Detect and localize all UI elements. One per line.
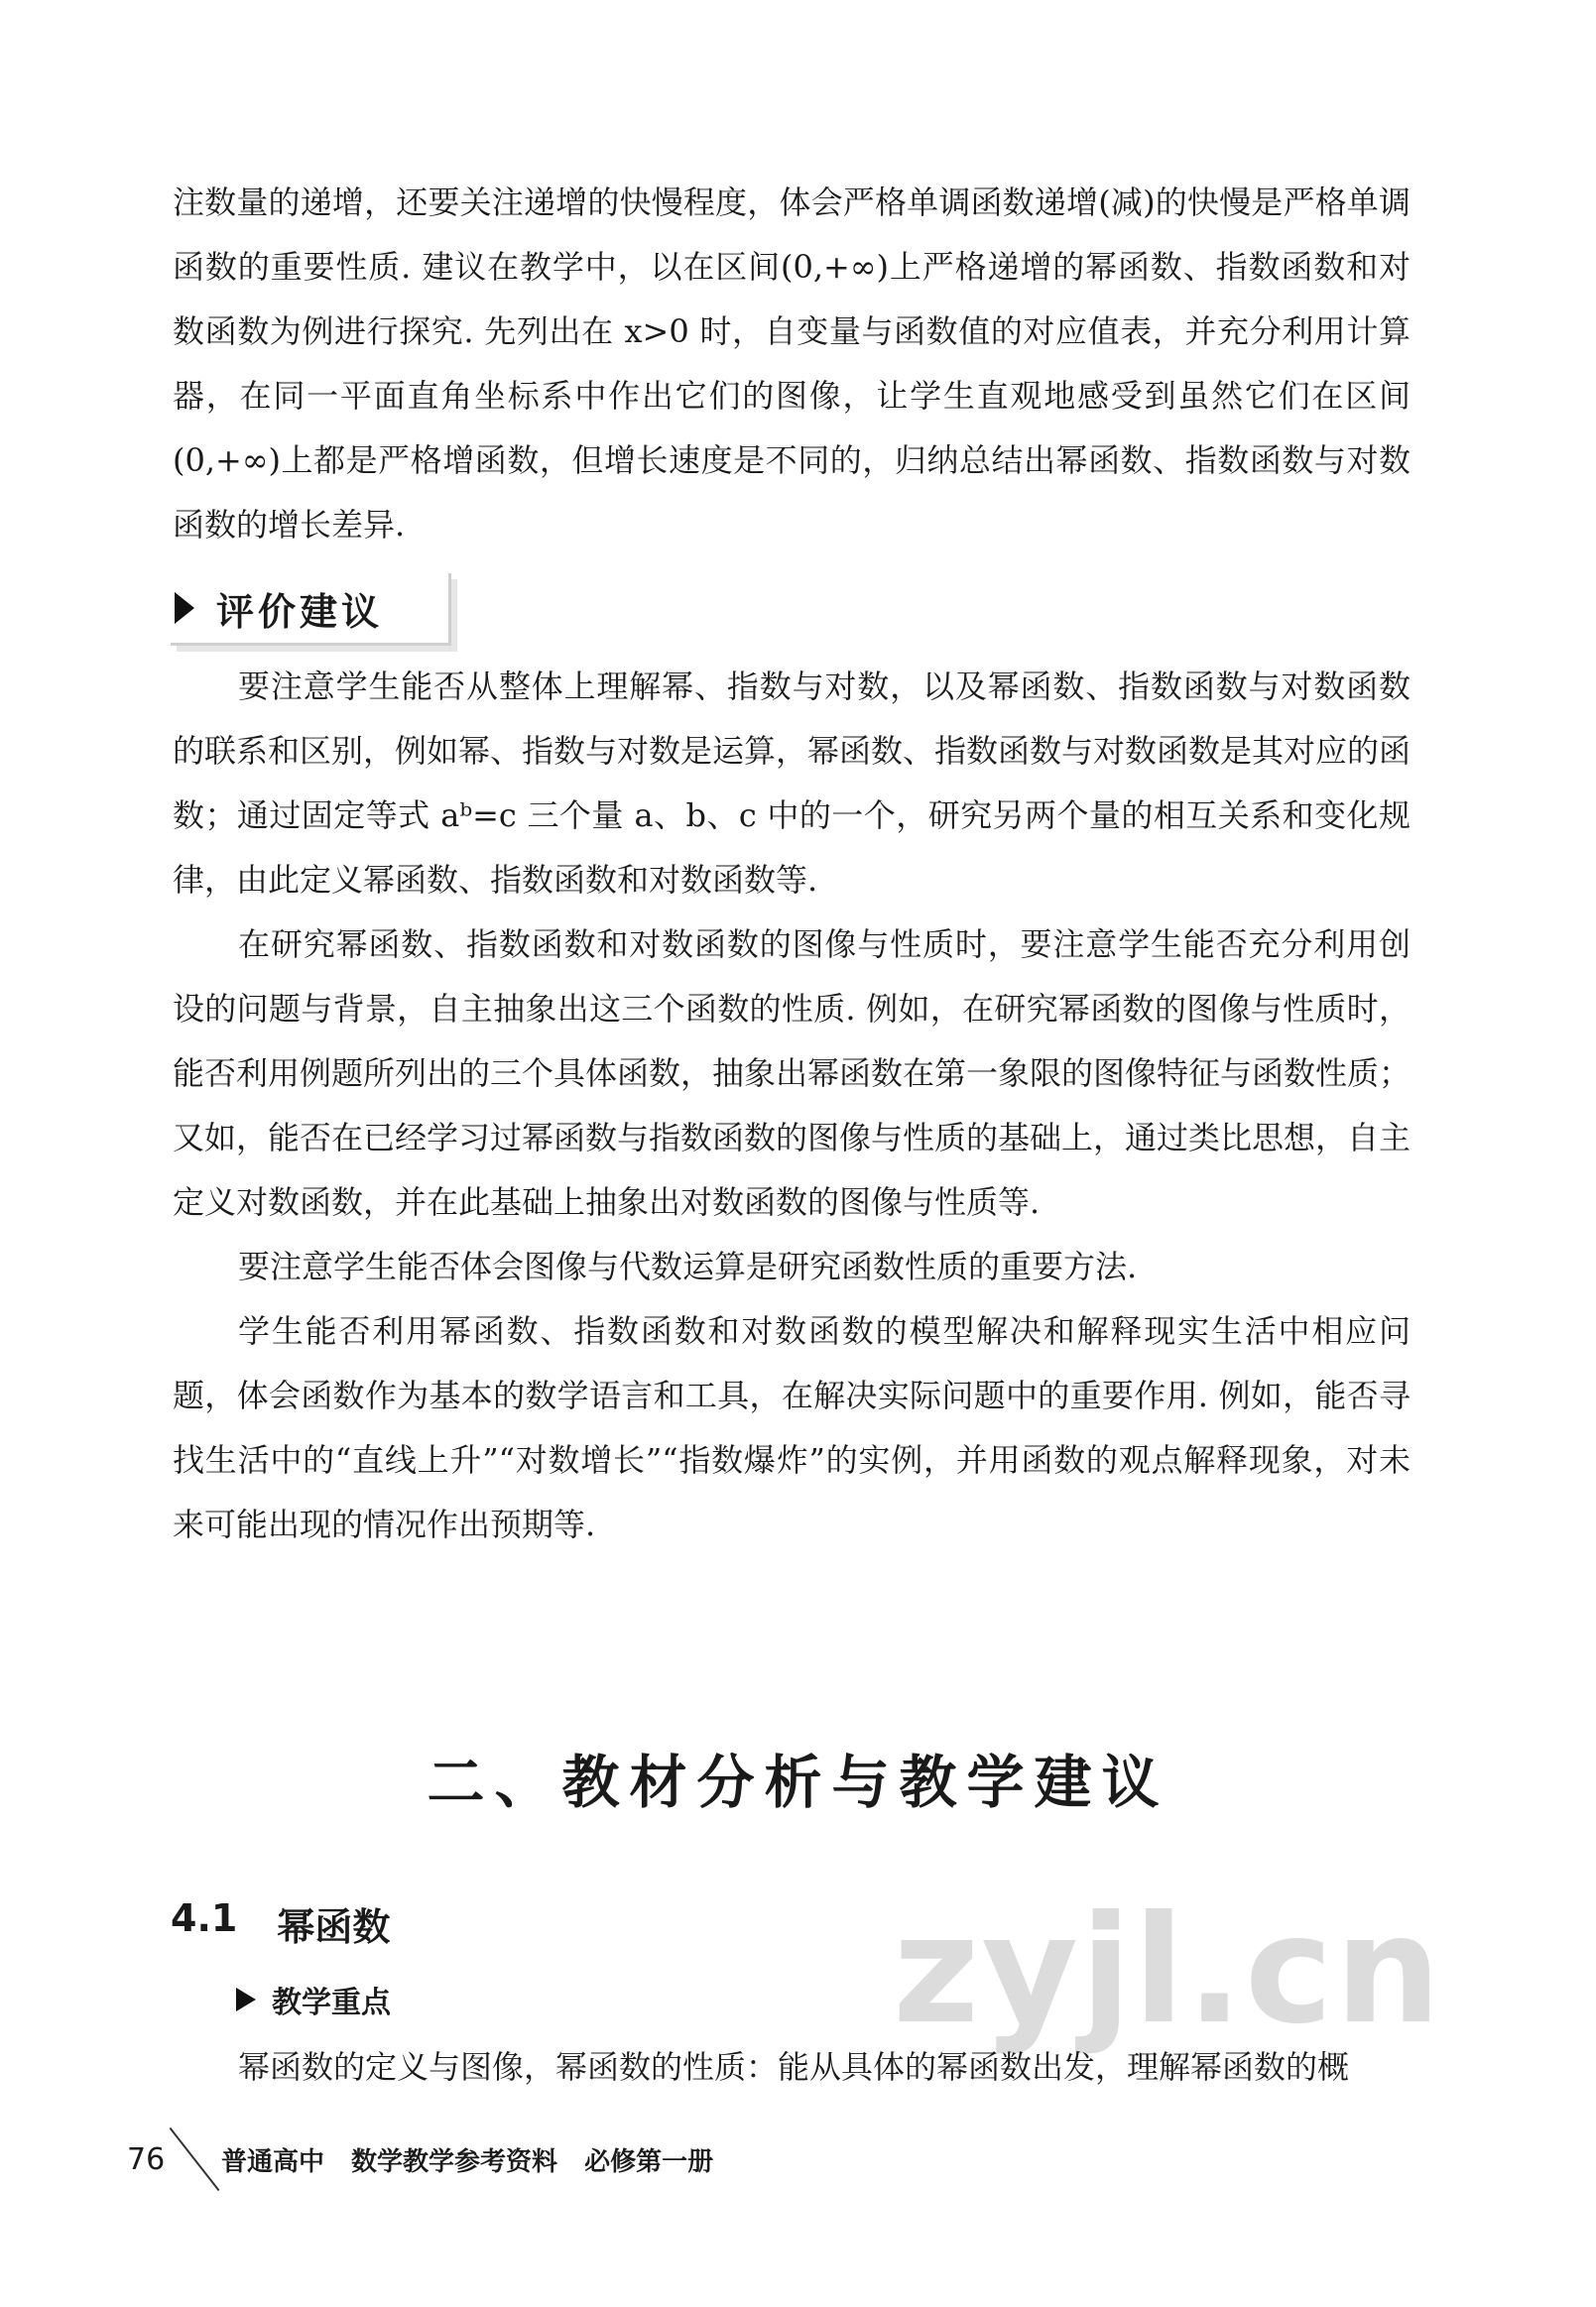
- page-number: 76: [127, 2141, 166, 2177]
- bullet-marker-icon: [236, 1988, 256, 2011]
- paragraph-evaluation-1: 要注意学生能否从整体上理解幂、指数与对数，以及幂函数、指数函数与对数函数的联系和区别，例如幂、指数与对数是运算，幂函数、指数函数与对数函数是其对应的函数；通过固定等式 aᵇ=c 三个量 a、b、c 中的一个，研究另两个量的相互关系和变化规律，由此定义幂函数、指数函数和对数函数等.: [173, 668, 1412, 899]
- watermark: zyjl.cn: [893, 1884, 1443, 2057]
- chapter-title: 二、教材分析与教学建议: [427, 1749, 1169, 1816]
- evaluation-heading: [171, 573, 451, 646]
- paragraph-teaching-focus: 幂函数的定义与图像，幂函数的性质：能从具体的幂函数出发，理解幂函数的概: [238, 2048, 1350, 2086]
- page-footer: [127, 2125, 713, 2194]
- book-title: 普通高中 数学教学参考资料 必修第一册: [221, 2146, 714, 2177]
- teaching-focus-title: 教学重点: [272, 1986, 391, 2020]
- section-number: 4.1: [171, 1896, 238, 1940]
- paragraph-evaluation-4: 学生能否利用幂函数、指数函数和对数函数的模型解决和解释现实生活中相应问题，体会函数作为基本的数学语言和工具，在解决实际问题中的重要作用. 例如，能否寻找生活中的“直线上升”“对数增长”“指数爆炸”的实例，并用函数的观点解释现象，对未来可能出现的情况作出预期等.: [173, 1312, 1411, 1543]
- paragraph-evaluation-2: 在研究幂函数、指数函数和对数函数的图像与性质时，要注意学生能否充分利用创设的问题与背景，自主抽象出这三个函数的性质. 例如，在研究幂函数的图像与性质时，能否利用例题所列出的三个具体函数，抽象出幂函数在第一象限的图像特征与函数性质；又如，能否在已经学习过幂函数与指数函数的图像与性质的基础上，通过类比思想，自主定义对数函数，并在此基础上抽象出对数函数的图像与性质等.: [173, 925, 1412, 1221]
- section-heading: [171, 1896, 390, 1951]
- evaluation-heading-title: 评价建议: [216, 589, 384, 634]
- arrow-marker-icon: [175, 592, 194, 624]
- paragraph-evaluation-3: 要注意学生能否体会图像与代数运算是研究函数性质的重要方法.: [238, 1248, 1138, 1285]
- teaching-focus-heading: [236, 1978, 391, 2021]
- paragraph-growth-comparison: 注数量的递增，还要关注递增的快慢程度，体会严格单调函数递增(减)的快慢是严格单调函数的重要性质. 建议在教学中，以在区间(0,+∞)上严格递增的幂函数、指数函数和对数函数为例进行探究. 先列出在 x>0 时，自变量与函数值的对应值表，并充分利用计算器，在同一平面直角坐标系中作出它们的图像，让学生直观地感受到虽然它们在区间(0,+∞)上都是严格增函数，但增长速度是不同的，归纳总结出幂函数、指数函数与对数函数的增长差异.: [173, 183, 1411, 544]
- section-title: 幂函数: [277, 1905, 391, 1949]
